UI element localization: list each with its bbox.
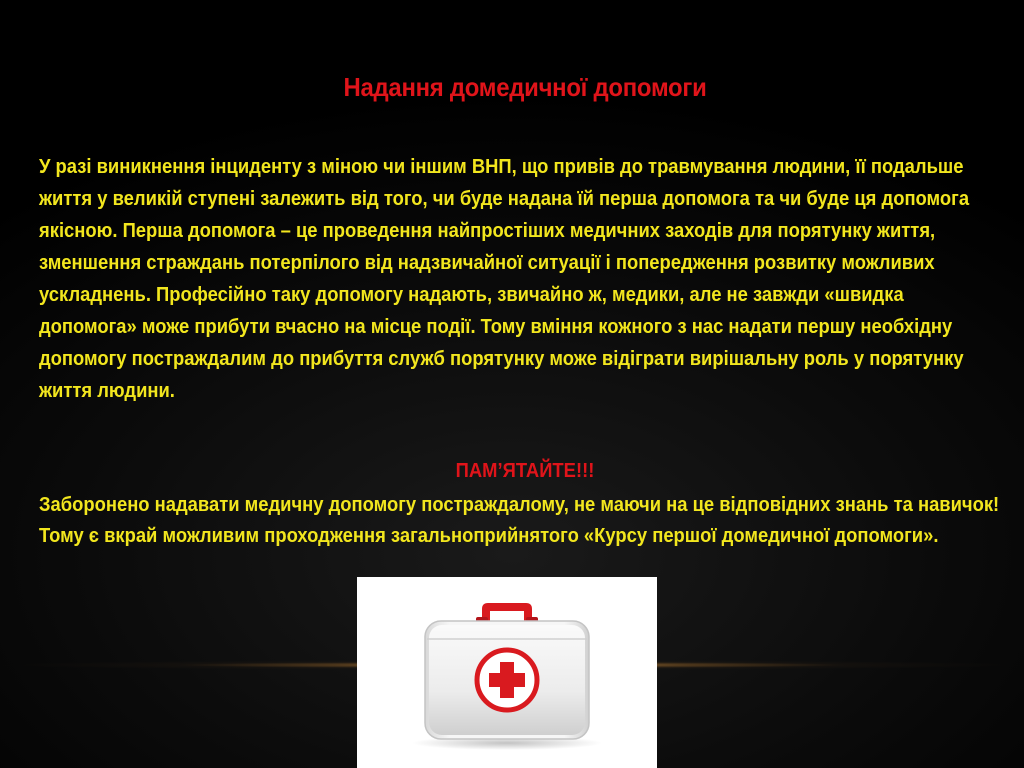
warning-heading: ПАМ’ЯТАЙТЕ!!! xyxy=(455,460,595,482)
main-paragraph: У разі виникнення інциденту з міною чи іншим ВНП, що привів до травмування людини, її подальше життя у великій ступені залежить від того, чи буде надана їй перша допомога та чи буде ця допомога якісною. Перша допомога – це проведення найпростіших медичних заходів для порятунку життя, зменшення страждань потерпілого від надзвичайної ситуації і попередження розвитку можливих ускладнень. Професійно таку допомогу надають, звичайно ж, медики, але не завжди «швидка допомога» може прибути вчасно на місце події. Тому вміння кожного з нас надати першу необхідну допомогу постраждалим до прибуття служб порятунку може відіграти вирішальну роль у порятунку життя людини. xyxy=(39,156,970,402)
first-aid-kit-image xyxy=(357,577,657,768)
first-aid-kit-icon xyxy=(357,577,657,768)
warning-paragraph: Заборонено надавати медичну допомогу постраждалому, не маючи на це відповідних знань та навичок!Тому є вкрай можливим проходження загальноприйнятого «Курсу першої домедичної допомоги». xyxy=(39,494,1000,547)
slide-title: Надання домедичної допомоги xyxy=(343,72,707,102)
